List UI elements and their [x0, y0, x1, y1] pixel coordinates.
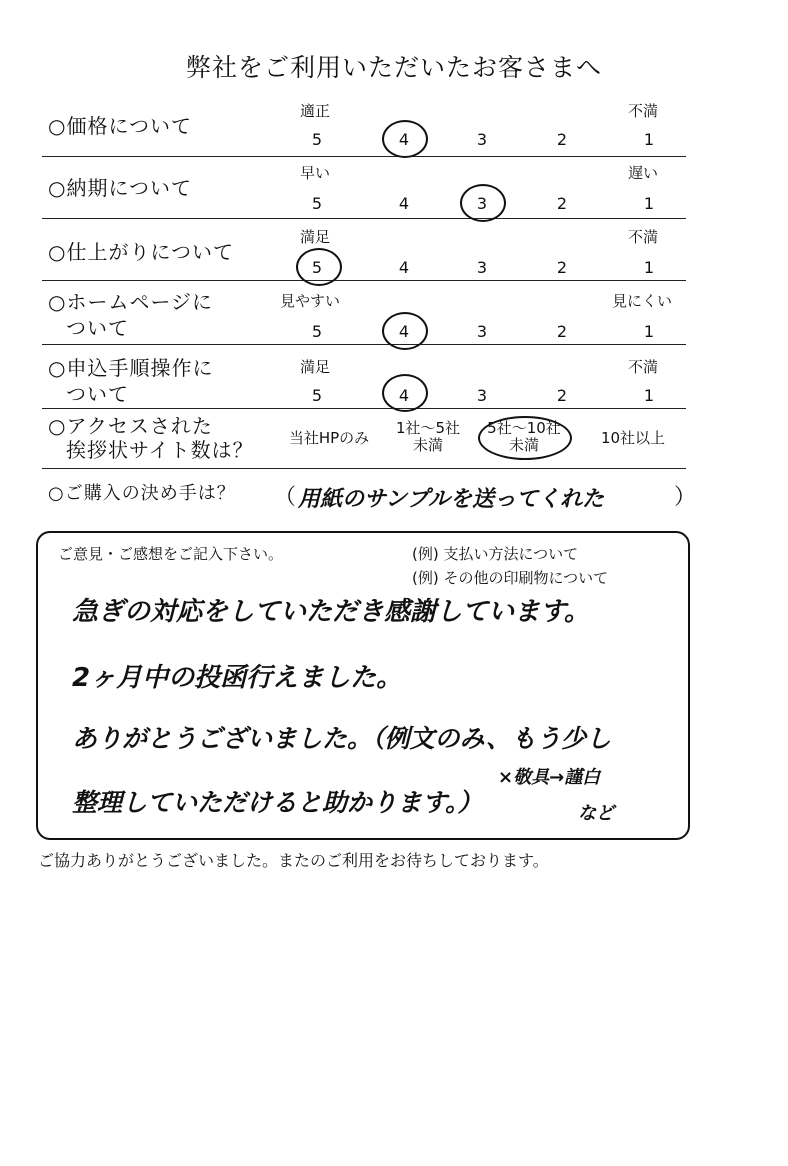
scale-option-5[interactable]: 5 [311, 130, 323, 149]
comment-side-note-2: など [578, 803, 614, 824]
scale-right-label: 不満 [628, 358, 659, 376]
scale-option-1[interactable]: 1 [643, 194, 655, 213]
scale-option-4[interactable]: 4 [398, 322, 410, 341]
close-paren: ） [674, 485, 697, 510]
scale-option-4[interactable]: 4 [398, 130, 410, 149]
scale-option-3[interactable]: 3 [476, 386, 488, 405]
scale-option-5[interactable]: 5 [311, 322, 323, 341]
scale-right-label: 不満 [628, 102, 659, 120]
scale-option-3[interactable]: 3 [476, 322, 488, 341]
access-row [42, 408, 686, 469]
question-label-line2: 挨拶状サイト数は？ [66, 438, 254, 462]
access-option-10-plus[interactable] [588, 430, 678, 447]
rating-row-finish [42, 218, 686, 281]
comment-line-1: 急ぎの対応をしていただき感謝しています。 [72, 597, 590, 627]
scale-option-3[interactable]: 3 [476, 130, 488, 149]
selection-circle [382, 374, 428, 412]
question-label-line1: ○ホームページに [48, 290, 214, 314]
scale-left-label: 適正 [300, 102, 331, 120]
rating-row-price [42, 96, 686, 157]
comment-line-4: 整理していただけると助かります。） [72, 788, 483, 817]
comment-line-3: ありがとうございました。（例文のみ、もう少し [72, 724, 612, 753]
footer-thanks: ご協力ありがとうございました。またのご利用をお待ちしております。 [38, 851, 549, 870]
rating-row-homepage [42, 280, 686, 345]
scale-option-2[interactable]: 2 [556, 386, 568, 405]
question-label: ○納期について [48, 176, 193, 200]
question-label-line1: ○申込手順操作に [48, 356, 214, 380]
scale-right-label: 見にくい [612, 292, 673, 310]
scale-option-4[interactable]: 4 [398, 386, 410, 405]
scale-left-label: 満足 [300, 228, 331, 246]
comments-example-2: (例) その他の印刷物について [412, 569, 609, 587]
purchase-row [42, 478, 697, 518]
question-label-line2: ついて [66, 382, 129, 406]
scale-option-5[interactable]: 5 [311, 258, 323, 277]
scale-right-label: 不満 [628, 228, 659, 246]
scale-option-2[interactable]: 2 [556, 322, 568, 341]
selection-circle [478, 416, 572, 460]
scale-option-1[interactable]: 1 [643, 258, 655, 277]
scale-option-4[interactable]: 4 [398, 258, 410, 277]
scale-option-1[interactable]: 1 [643, 386, 655, 405]
selection-circle [382, 120, 428, 158]
option-text: 未満 [412, 436, 443, 454]
scale-right-label: 遅い [628, 164, 659, 182]
purchase-answer[interactable]: 用紙のサンプルを送ってくれた [298, 487, 605, 512]
comments-example-1: (例) 支払い方法について [412, 545, 579, 563]
option-text: 未満 [508, 436, 539, 454]
selection-circle [460, 184, 506, 222]
scale-option-4[interactable]: 4 [398, 194, 410, 213]
scale-option-1[interactable]: 1 [643, 130, 655, 149]
scale-option-2[interactable]: 2 [556, 194, 568, 213]
comments-prompt: ご意見・ご感想をご記入下さい。 [58, 545, 284, 563]
scale-option-3[interactable]: 3 [476, 258, 488, 277]
question-label: ○ご購入の決め手は？ [48, 483, 236, 504]
question-label-line2: ついて [66, 316, 129, 340]
scale-option-5[interactable]: 5 [311, 194, 323, 213]
comments-box[interactable] [36, 531, 690, 840]
access-option-own-hp[interactable] [274, 430, 384, 447]
rating-row-procedure [42, 344, 686, 409]
option-text: 当社HPのみ [288, 429, 370, 447]
option-text: 5社～10社 [487, 419, 561, 437]
scale-left-label: 満足 [300, 358, 331, 376]
scale-option-2[interactable]: 2 [556, 258, 568, 277]
scale-option-3[interactable]: 3 [476, 194, 488, 213]
page-title: 弊社をご利用いただいたお客さまへ [185, 53, 602, 82]
comment-line-2: 2ヶ月中の投函行えました。 [72, 663, 403, 693]
rating-row-delivery [42, 156, 686, 219]
question-label: ○価格について [48, 114, 193, 138]
scale-option-2[interactable]: 2 [556, 130, 568, 149]
option-text: 10社以上 [600, 429, 666, 447]
scale-option-1[interactable]: 1 [643, 322, 655, 341]
access-option-1-5[interactable] [386, 420, 470, 454]
scale-left-label: 見やすい [280, 292, 341, 310]
scale-option-5[interactable]: 5 [311, 386, 323, 405]
question-label-line1: ○アクセスされた [48, 414, 213, 438]
open-paren: （ [274, 485, 297, 510]
comment-side-note-1: ×敬具→謹白 [498, 767, 601, 788]
option-text: 1社～5社 [395, 419, 461, 437]
question-label: ○仕上がりについて [48, 240, 235, 264]
scale-left-label: 早い [300, 164, 331, 182]
